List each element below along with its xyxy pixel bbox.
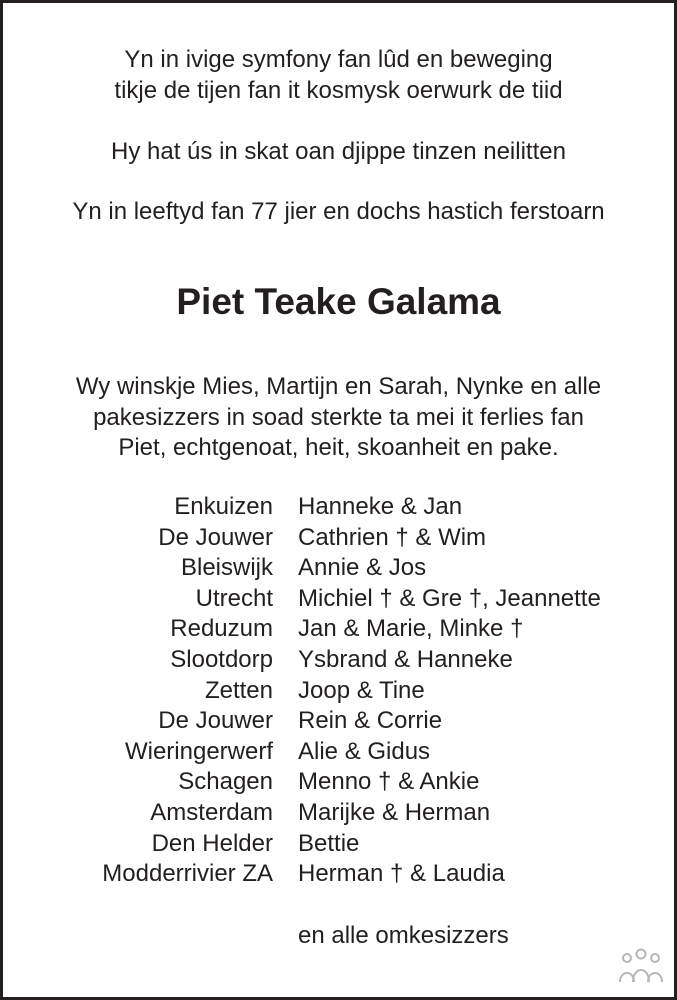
family-place: Reduzum	[170, 615, 273, 643]
family-names: Bettie	[298, 829, 360, 857]
poem-line: tikje de tijen fan it kosmysk oerwurk de tiid	[114, 77, 563, 104]
family-row	[0, 553, 677, 584]
family-place: Den Helder	[151, 829, 273, 857]
family-place: Utrecht	[195, 584, 273, 612]
family-row	[0, 829, 677, 860]
family-place: Zetten	[204, 676, 273, 704]
family-row	[0, 584, 677, 615]
family-place: Bleiswijk	[180, 554, 273, 582]
family-row	[0, 614, 677, 645]
family-row	[0, 676, 677, 707]
poem-line: Yn in leeftyd fan 77 jier en dochs hastich ferstoarn	[72, 198, 605, 225]
poem-line: Yn in ivige symfony fan lûd en beweging	[124, 46, 553, 73]
family-names: Annie & Jos	[298, 554, 427, 582]
family-names: Hanneke & Jan	[298, 493, 463, 520]
family-names: Cathrien † & Wim	[298, 523, 487, 551]
family-row	[0, 492, 677, 523]
family-place: Schagen	[178, 768, 273, 796]
family-names: Herman † & Laudia	[298, 860, 505, 888]
family-row	[0, 706, 677, 737]
family-place: Wieringerwerf	[124, 737, 273, 765]
message-line: Piet, echtgenoat, heit, skoanheit en pake.	[118, 434, 559, 461]
family-names: Jan & Marie, Minke †	[298, 615, 524, 643]
family-place: Modderrivier ZA	[102, 860, 273, 888]
family-place: Amsterdam	[150, 798, 273, 826]
closing-line: en alle omkesizzers	[298, 922, 509, 949]
family-place: De Jouwer	[158, 523, 273, 551]
family-place: Enkuizen	[174, 493, 273, 520]
message-line: pakesizzers in soad sterkte ta mei it ferlies fan	[93, 404, 584, 431]
family-row	[0, 645, 677, 676]
family-row	[0, 523, 677, 554]
family-names: Alie & Gidus	[298, 737, 431, 765]
family-row	[0, 767, 677, 798]
people-group-icon	[617, 946, 665, 986]
poem-line: Hy hat ús in skat oan djippe tinzen neilitten	[111, 138, 566, 165]
message-line: Wy winskje Mies, Martijn en Sarah, Nynke en alle	[75, 373, 602, 400]
family-row	[0, 737, 677, 768]
family-names: Menno † & Ankie	[298, 768, 480, 796]
family-names: Michiel † & Gre †, Jeannette	[298, 584, 601, 612]
deceased-name: Piet Teake Galama	[176, 281, 501, 322]
family-row	[0, 859, 677, 890]
family-row	[0, 798, 677, 829]
family-names: Rein & Corrie	[298, 707, 443, 735]
family-list	[0, 492, 677, 890]
family-names: Marijke & Herman	[298, 798, 491, 826]
family-names: Ysbrand & Hanneke	[298, 645, 513, 673]
family-names: Joop & Tine	[298, 676, 425, 704]
family-place: Slootdorp	[170, 645, 273, 673]
family-place: De Jouwer	[158, 707, 273, 735]
